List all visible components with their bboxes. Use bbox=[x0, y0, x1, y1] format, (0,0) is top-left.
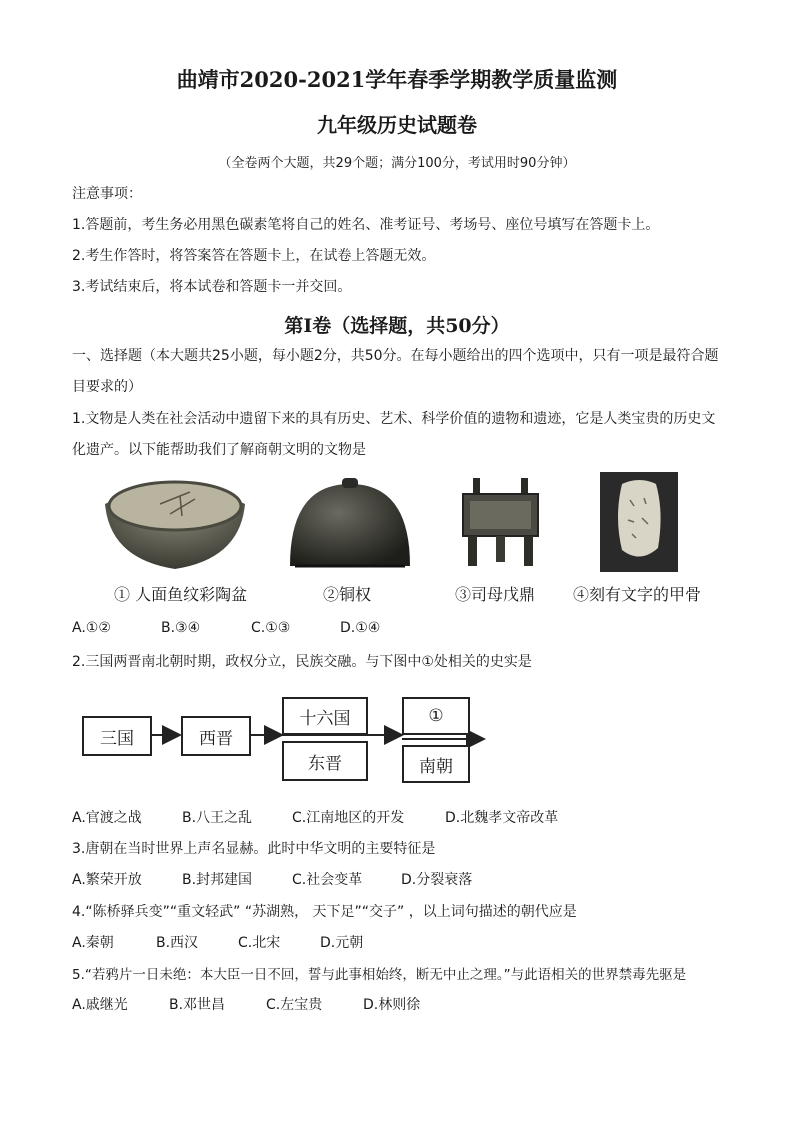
exam-note: （全卷两个大题，共29个题；满分100分，考试用时90分钟） bbox=[218, 156, 576, 171]
exam-subtitle: 九年级历史试题卷 bbox=[317, 113, 477, 137]
option-c[interactable]: C.江南地区的开发 bbox=[292, 810, 405, 826]
notice-heading: 注意事项： bbox=[72, 186, 142, 202]
oracle-bone-image bbox=[600, 472, 678, 572]
ding-vessel-image bbox=[458, 476, 543, 568]
section-title: 第I卷（选择题，共50分） bbox=[284, 315, 510, 337]
question-4-stem: 4.“陈桥驿兵变”“重文轻武” “苏湖熟， 天下足”“交子” ，以上词句描述的朝代应是 bbox=[72, 904, 577, 920]
option-c[interactable]: C.北宋 bbox=[238, 935, 281, 951]
diagram-box-blank: ① bbox=[402, 697, 470, 735]
diagram-box-shiliuguo: 十六国 bbox=[282, 697, 368, 735]
image-caption-4: ④刻有文字的甲骨 bbox=[573, 585, 702, 604]
question-1-stem: 1.文物是人类在社会活动中遗留下来的具有历史、艺术、科学价值的遗物和遗迹，它是人类宝贵的历史文化遗产。以下能帮助我们了解商朝文明的文物是 bbox=[72, 411, 716, 458]
option-d[interactable]: D.元朝 bbox=[320, 935, 364, 951]
question-2-stem: 2.三国两晋南北朝时期，政权分立，民族交融。与下图中①处相关的史实是 bbox=[72, 654, 532, 670]
option-c[interactable]: C.社会变革 bbox=[292, 872, 363, 888]
option-a[interactable]: A.官渡之战 bbox=[72, 810, 142, 826]
option-d[interactable]: D.①④ bbox=[340, 620, 381, 636]
question-3-stem: 3.唐朝在当时世界上声名显赫。此时中华文明的主要特征是 bbox=[72, 841, 436, 857]
diagram-box-sanguo: 三国 bbox=[82, 716, 152, 756]
section-instructions: 一、选择题（本大题共25小题，每小题2分，共50分。在每小题给出的四个选项中，只有一项是最符合题目要求的） bbox=[72, 348, 719, 395]
question-2-options bbox=[72, 807, 558, 827]
option-a[interactable]: A.①② bbox=[72, 620, 111, 636]
diagram-box-nanchao: 南朝 bbox=[402, 745, 470, 783]
question-4-options bbox=[72, 932, 363, 952]
option-d[interactable]: D.分裂衰落 bbox=[401, 872, 473, 888]
image-caption-1: ① 人面鱼纹彩陶盆 bbox=[114, 585, 248, 604]
diagram-box-xijin: 西晋 bbox=[181, 716, 251, 756]
option-b[interactable]: B.八王之乱 bbox=[182, 810, 253, 826]
exam-title: 曲靖市2020-2021学年春季学期教学质量监测 bbox=[176, 67, 618, 92]
option-c[interactable]: C.左宝贵 bbox=[266, 997, 323, 1013]
option-a[interactable]: A.戚继光 bbox=[72, 997, 128, 1013]
option-b[interactable]: B.西汉 bbox=[156, 935, 199, 951]
image-caption-2: ②铜权 bbox=[323, 585, 372, 604]
question-1-options bbox=[72, 620, 380, 636]
question-5-options bbox=[72, 994, 420, 1014]
option-b[interactable]: B.封邦建国 bbox=[182, 872, 253, 888]
bronze-weight-image bbox=[285, 476, 415, 574]
notice-item: 1.答题前，考生务必用黑色碳素笔将自己的姓名、准考证号、考场号、座位号填写在答题卡上。 bbox=[72, 217, 660, 233]
option-b[interactable]: B.③④ bbox=[161, 620, 201, 636]
diagram-box-dongjin: 东晋 bbox=[282, 741, 368, 781]
option-c[interactable]: C.①③ bbox=[251, 620, 291, 636]
option-d[interactable]: D.林则徐 bbox=[363, 997, 421, 1013]
option-a[interactable]: A.秦朝 bbox=[72, 935, 114, 951]
pottery-basin-image bbox=[100, 474, 250, 574]
image-caption-3: ③司母戊鼎 bbox=[455, 585, 536, 604]
option-b[interactable]: B.邓世昌 bbox=[169, 997, 226, 1013]
option-a[interactable]: A.繁荣开放 bbox=[72, 872, 142, 888]
question-5-stem: 5.“若鸦片一日未绝：本大臣一日不回，誓与此事相始终，断无中止之理。”与此语相关的世界禁毒先驱是 bbox=[72, 967, 687, 983]
question-3-options bbox=[72, 869, 472, 889]
notice-item: 2.考生作答时，将答案答在答题卡上，在试卷上答题无效。 bbox=[72, 248, 436, 264]
notice-item: 3.考试结束后，将本试卷和答题卡一并交回。 bbox=[72, 279, 352, 295]
option-d[interactable]: D.北魏孝文帝改革 bbox=[445, 810, 559, 826]
